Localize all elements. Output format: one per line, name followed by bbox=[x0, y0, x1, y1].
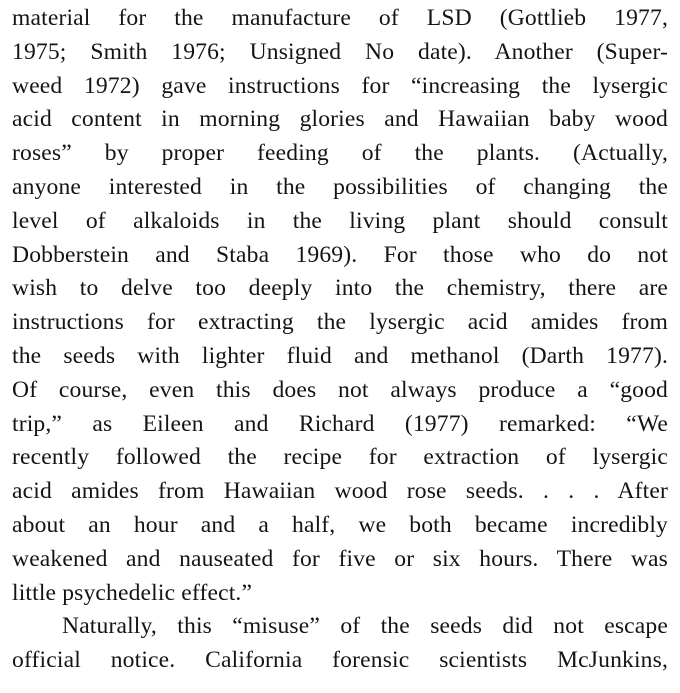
text-line: Of course, even this does not always produce a “good bbox=[12, 376, 668, 403]
text-line: about an hour and a half, we both became incredibly bbox=[12, 511, 668, 538]
text-line: acid content in morning glories and Hawaiian baby wood bbox=[12, 106, 668, 133]
text-line: 1975; Smith 1976; Unsigned No date). Another (Super- bbox=[12, 38, 668, 65]
text-line: acid amides from Hawaiian wood rose seeds. . . . After bbox=[12, 478, 668, 505]
text-line: official notice. California forensic scientists McJunkins, bbox=[12, 647, 668, 674]
text-line: trip,” as Eileen and Richard (1977) remarked: “We bbox=[12, 410, 668, 437]
body-text bbox=[12, 2, 668, 678]
text-line: wish to delve too deeply into the chemistry, there are bbox=[12, 275, 668, 302]
text-line: weakened and nauseated for five or six hours. There was bbox=[12, 545, 668, 572]
text-line: anyone interested in the possibilities of changing the bbox=[12, 173, 668, 200]
text-line: Dobberstein and Staba 1969). For those who do not bbox=[12, 241, 668, 268]
text-line: weed 1972) gave instructions for “increasing the lysergic bbox=[12, 72, 668, 99]
text-line: roses” by proper feeding of the plants. (Actually, bbox=[12, 140, 668, 167]
text-line: material for the manufacture of LSD (Gottlieb 1977, bbox=[12, 5, 668, 31]
text-line: instructions for extracting the lysergic acid amides from bbox=[12, 309, 668, 336]
text-line: recently followed the recipe for extraction of lysergic bbox=[12, 444, 668, 471]
text-line-paragraph-end: little psychedelic effect.” bbox=[12, 579, 253, 606]
text-line: the seeds with lighter fluid and methanol (Darth 1977). bbox=[12, 342, 668, 369]
text-line-paragraph-start: Naturally, this “misuse” of the seeds did not escape bbox=[62, 613, 668, 640]
text-line: level of alkaloids in the living plant should consult bbox=[12, 207, 668, 234]
